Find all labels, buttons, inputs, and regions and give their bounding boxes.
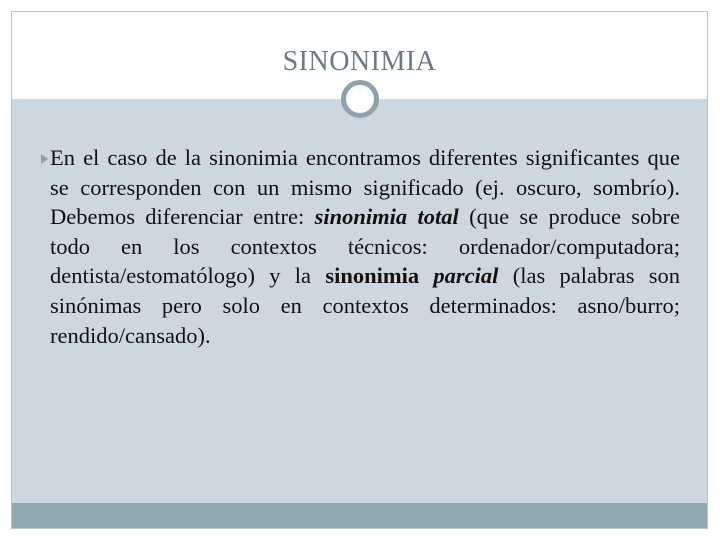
- paragraph-text-3: (las palabras son sinónimas pero solo en contextos determinados: asno/burro; rendido/cansado).: [50, 263, 681, 348]
- paragraph-text-2: (que se produce sobre todo en los contextos técnicos: ordenador/computadora; dentista/estomatólogo) y la: [50, 204, 680, 289]
- paragraph-text-1: En el caso de la sinonimia encontramos diferentes significantes que se corresponden con un mismo significado (ej. oscuro, sombrío). Debemos diferenciar entre:: [50, 145, 680, 230]
- footer-band: [12, 503, 707, 528]
- space: [419, 263, 433, 288]
- term-sinonimia: sinonimia: [325, 263, 420, 289]
- term-parcial: parcial: [433, 263, 499, 289]
- divider-ring-icon: [341, 80, 379, 118]
- slide-title: SINONIMIA: [282, 46, 437, 77]
- bullet-arrow-icon: [41, 154, 48, 164]
- term-sinonimia-total: sinonimia total: [314, 204, 459, 230]
- body-paragraph: [50, 143, 680, 350]
